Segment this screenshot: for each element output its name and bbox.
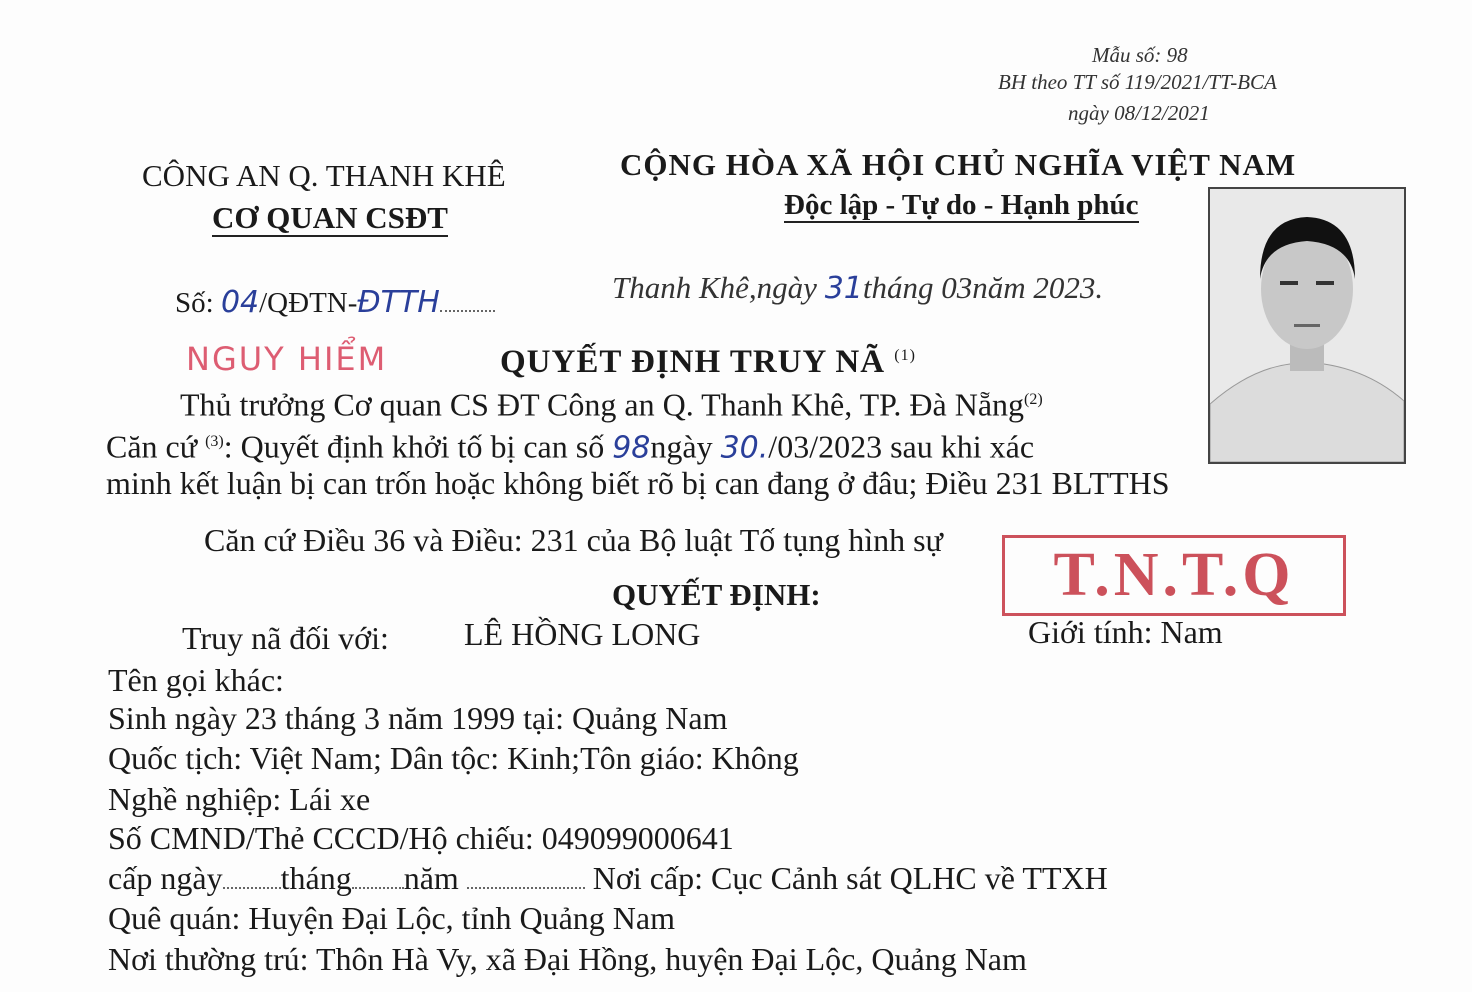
date-line: Thanh Khê,ngày 31tháng 03năm 2023. bbox=[612, 270, 1104, 306]
legal-basis-2: Căn cứ Điều 36 và Điều: 231 của Bộ luật Tố tụng hình sự bbox=[204, 522, 943, 558]
document-title: QUYẾT ĐỊNH TRUY NÃ $^{(1)}$ bbox=[500, 344, 916, 380]
nationality-info: Quốc tịch: Việt Nam; Dân tộc: Kinh;Tôn giáo: Không bbox=[108, 740, 799, 776]
wanted-name: LÊ HỒNG LONG bbox=[464, 616, 701, 652]
gender: Giới tính: Nam bbox=[1028, 614, 1223, 650]
id-number: Số CMND/Thẻ CCCD/Hộ chiếu: 049099000641 bbox=[108, 820, 734, 856]
form-issued-by: BH theo TT số 119/2021/TT-BCA bbox=[998, 70, 1277, 94]
agency-name: CÔNG AN Q. THANH KHÊ bbox=[142, 158, 506, 193]
permanent-residence: Nơi thường trú: Thôn Hà Vy, xã Đại Hồng, huyện Đại Lộc, Quảng Nam bbox=[108, 941, 1027, 977]
occupation: Nghề nghiệp: Lái xe bbox=[108, 781, 371, 817]
legal-basis-1: Căn cứ $^{(3)}$: Quyết định khởi tố bị can số 98ngày 30./03/2023 sau khi xác bbox=[106, 428, 1035, 466]
issuing-authority: Thủ trưởng Cơ quan CS ĐT Công an Q. Thanh Khê, TP. Đà Nẵng$^{(2)}$ bbox=[180, 386, 1043, 423]
tntq-seal: T.N.T.Q bbox=[1002, 535, 1346, 616]
suspect-photo bbox=[1208, 187, 1406, 464]
agency-department: CƠ QUAN CSĐT bbox=[212, 200, 448, 235]
nation-motto: Độc lập - Tự do - Hạnh phúc bbox=[784, 189, 1139, 221]
legal-basis-1-cont: minh kết luận bị can trốn hoặc không biết rõ bị can đang ở đâu; Điều 231 BLTTHS bbox=[106, 465, 1170, 501]
alias: Tên gọi khác: bbox=[108, 662, 284, 698]
birth-info: Sinh ngày 23 tháng 3 năm 1999 tại: Quảng Nam bbox=[108, 700, 728, 736]
danger-stamp: NGUY HIỂM bbox=[186, 340, 388, 378]
wanted-label: Truy nã đối với: bbox=[182, 620, 389, 656]
nation-title: CỘNG HÒA XÃ HỘI CHỦ NGHĨA VIỆT NAM bbox=[620, 147, 1297, 182]
hometown: Quê quán: Huyện Đại Lộc, tỉnh Quảng Nam bbox=[108, 900, 675, 936]
person-portrait-icon bbox=[1210, 189, 1404, 462]
id-issue-info: cấp ngày tháng năm Nơi cấp: Cục Cảnh sát QLHC về TTXH bbox=[108, 860, 1108, 896]
decision-heading: QUYẾT ĐỊNH: bbox=[612, 577, 821, 612]
form-issued-date: ngày 08/12/2021 bbox=[1068, 101, 1210, 125]
decision-number: Số: 04/QĐTN-ĐTTH bbox=[175, 283, 495, 323]
form-number: Mẫu số: 98 bbox=[1092, 43, 1188, 67]
